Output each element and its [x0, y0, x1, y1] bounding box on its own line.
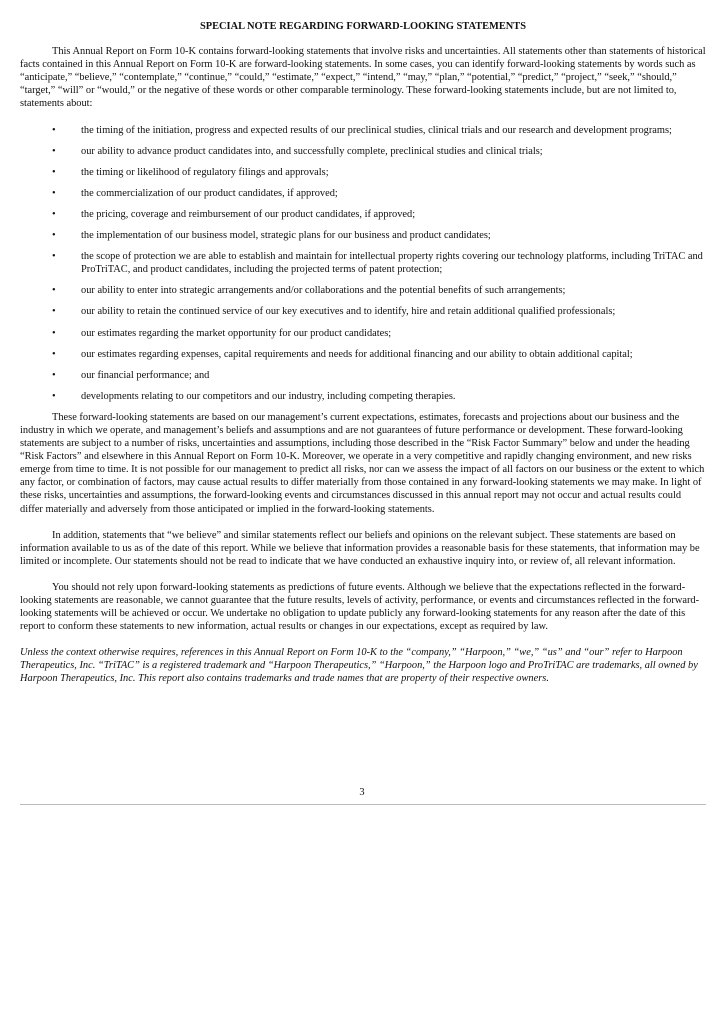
bullet-item	[20, 124, 706, 137]
section-title: SPECIAL NOTE REGARDING FORWARD-LOOKING STATEMENTS	[199, 21, 527, 32]
bullet-icon: •	[52, 348, 56, 360]
paragraph-reliance: You should not rely upon forward-looking statements as predictions of future events. Although we believe that the expectations reflected in the forward-looking statements are reasonable, we cannot guarantee that the future results, levels of activity, performance, or events and circumstances reflected in the forward-looking statements will be achieved or occur. We undertake no obligation to update publicly any forward-looking statements for any reason after the date of this report to conform these statements to new information, actual results or changes in our expectations, except as required by law.	[20, 581, 700, 633]
bullet-text: the scope of protection we are able to establish and maintain for intellectual property rights covering our technology platforms, including TriTAC and ProTriTAC, and product candidates, including the projected terms of patent protection;	[81, 251, 703, 276]
bullet-item	[20, 208, 706, 221]
bullet-list	[20, 124, 706, 403]
bullet-icon: •	[52, 306, 56, 318]
bullet-icon: •	[52, 327, 56, 339]
document-page	[20, 20, 706, 699]
trademark-note: Unless the context otherwise requires, references in this Annual Report on Form 10-K to the “company,” “Harpoon,” “we,” “us” and “our” refer to Harpoon Therapeutics, Inc. “TriTAC” is a registered trademark and “Harpoon Therapeutics,” “Harpoon,” the Harpoon logo and ProTriTAC are trademarks, all owned by Harpoon Therapeutics, Inc. This report also contains trademarks and trade names that are property of their respective owners.	[20, 647, 698, 685]
page-number: 3	[359, 787, 365, 798]
bullet-text: the implementation of our business model, strategic plans for our business and product candidates;	[81, 230, 491, 242]
bullet-icon: •	[52, 187, 56, 199]
bullet-item	[20, 166, 706, 179]
paragraph-beliefs: In addition, statements that “we believe” and similar statements reflect our beliefs and opinions on the relevant subject. These statements are based on information available to us as of the date of this report. While we believe that information provides a reasonable basis for these statements, that information may be limited or incomplete. Our statements should not be read to indicate that we have conducted an exhaustive inquiry into, or review of, all relevant information.	[20, 529, 700, 567]
bullet-item	[20, 348, 706, 361]
bullet-icon: •	[52, 285, 56, 297]
bullet-text: our financial performance; and	[81, 369, 210, 381]
bullet-text: our estimates regarding the market opportunity for our product candidates;	[81, 327, 392, 339]
page-divider	[20, 804, 706, 805]
bullet-text: the commercialization of our product candidates, if approved;	[81, 187, 338, 199]
bullet-text: our ability to enter into strategic arrangements and/or collaborations and the potential benefits of such arrangements;	[81, 285, 566, 297]
bullet-icon: •	[52, 390, 56, 402]
bullet-text: the pricing, coverage and reimbursement of our product candidates, if approved;	[81, 208, 416, 220]
bullet-icon: •	[52, 230, 56, 242]
bullet-text: the timing of the initiation, progress and expected results of our preclinical studies, clinical trials and our research and development programs;	[81, 124, 672, 136]
bullet-icon: •	[52, 369, 56, 381]
bullet-text: our ability to retain the continued service of our key executives and to identify, hire and retain additional qualified professionals;	[81, 306, 616, 318]
bullet-icon: •	[52, 124, 56, 136]
bullet-item	[20, 250, 706, 276]
bullet-text: our estimates regarding expenses, capital requirements and needs for additional financing and our ability to obtain additional capital;	[81, 348, 633, 360]
bullet-icon: •	[52, 145, 56, 157]
bullet-text: developments relating to our competitors and our industry, including competing therapies.	[81, 390, 456, 402]
bullet-item	[20, 145, 706, 158]
bullet-item	[20, 369, 706, 382]
bullet-item	[20, 187, 706, 200]
bullet-text: the timing or likelihood of regulatory filings and approvals;	[81, 166, 329, 178]
intro-paragraph: This Annual Report on Form 10-K contains forward-looking statements that involve risks and uncertainties. All statements other than statements of historical facts contained in this Annual Report on Form 10-K are forward-looking statements. In some cases, you can identify forward-looking statements by words such as “anticipate,” “believe,” “contemplate,” “continue,” “could,” “estimate,” “expect,” “intend,” “may,” “plan,” “potential,” “predict,” “project,” “seek,” “should,” “target,” “will” or “would,” or the negative of these words or other comparable terminology. These forward-looking statements include, but are not limited to, statements about:	[20, 46, 706, 110]
bullet-item	[20, 305, 706, 318]
paragraph-basis: These forward-looking statements are based on our management’s current expectations, estimates, forecasts and projections about our business and the industry in which we operate, and management’s beliefs and assumptions and are not guarantees of future performance or development. These forward-looking statements are subject to a number of risks, uncertainties and assumptions, including those described in the “Risk Factor Summary” below and under the heading “Risk Factors” and elsewhere in this Annual Report on Form 10-K. Moreover, we operate in a very competitive and rapidly changing environment, and new risks emerge from time to time. It is not possible for our management to predict all risks, nor can we assess the impact of all factors on our business or the extent to which any factor, or combination of factors, may cause actual results to differ materially from those contained in any forward-looking statements we may make. In light of these risks, uncertainties and assumptions, the forward-looking events and circumstances discussed in this annual report may not occur and actual results could differ materially and adversely from those anticipated or implied in the forward-looking statements.	[20, 411, 705, 515]
bullet-item	[20, 229, 706, 242]
bullet-item	[20, 327, 706, 340]
bullet-text: our ability to advance product candidates into, and successfully complete, preclinical studies and clinical trials;	[81, 145, 543, 157]
bullet-icon: •	[52, 208, 56, 220]
bullet-item	[20, 284, 706, 297]
bullet-icon: •	[52, 166, 56, 178]
bullet-item	[20, 390, 706, 403]
bullet-icon: •	[52, 251, 56, 263]
